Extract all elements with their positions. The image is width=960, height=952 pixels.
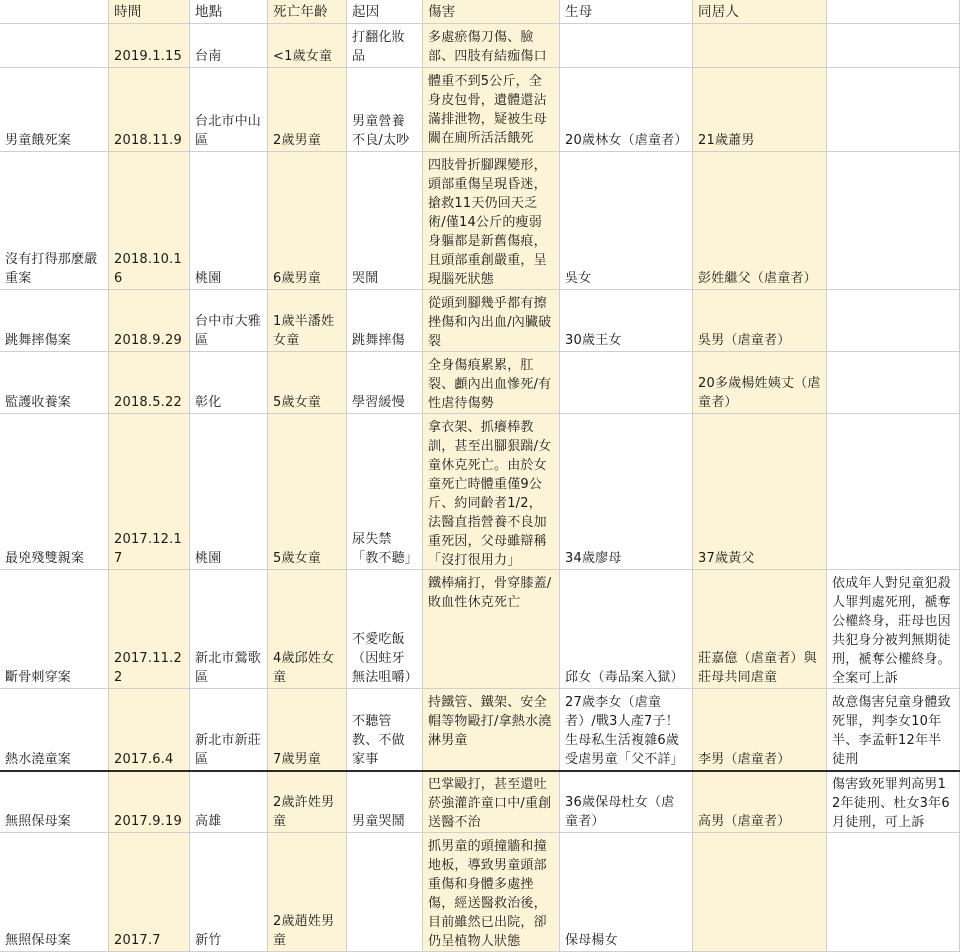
header-injury: 傷害 [423,0,560,24]
cell-cause: 不聽管教、不做家事 [347,689,423,771]
header-date: 時間 [109,0,190,24]
cell-birth-mother: 27歲李女（虐童者）/戰3人產7子！生母私生活複雜6歲受虐男童「父不詳」 [560,689,693,771]
cell-case-name: 跳舞摔傷案 [0,290,109,352]
cell-death-age: 7歲男童 [268,689,347,771]
cell-cohabitant: 莊嘉億（虐童者）與莊母共同虐童 [693,570,827,689]
cell-verdict [827,68,960,152]
cell-cause: 哭鬧 [347,152,423,290]
cell-death-age: 5歲女童 [268,414,347,570]
cell-location: 台北市中山區 [190,68,268,152]
cell-location: 桃園 [190,152,268,290]
cell-case-name: 監護收養案 [0,352,109,414]
cell-date: 2017.11.22 [109,570,190,689]
cell-case-name [0,24,109,68]
cell-location: 新竹 [190,833,268,952]
cell-cohabitant: 37歲黃父 [693,414,827,570]
cell-case-name: 最兇殘雙親案 [0,414,109,570]
cell-date: 2017.12.17 [109,414,190,570]
cell-death-age: 5歲女童 [268,352,347,414]
cell-cause: 男童哭鬧 [347,771,423,833]
cell-injury: 巴掌毆打，甚至還吐菸強灌許童口中/重創送醫不治 [423,771,560,833]
cell-location: 彰化 [190,352,268,414]
cell-location: 新北市鶯歌區 [190,570,268,689]
cell-date: 2018.9.29 [109,290,190,352]
cell-cause [347,833,423,952]
cell-injury: 多處瘀傷刀傷、臉部、四肢有結痂傷口 [423,24,560,68]
cell-verdict [827,290,960,352]
cell-injury: 從頭到腳幾乎都有擦挫傷和內出血/內臟破裂 [423,290,560,352]
cell-case-name: 無照保母案 [0,771,109,833]
cell-cause: 打翻化妝品 [347,24,423,68]
cell-birth-mother: 保母楊女 [560,833,693,952]
cell-date: 2017.6.4 [109,689,190,771]
cell-death-age: <1歲女童 [268,24,347,68]
header-death-age: 死亡年齡 [268,0,347,24]
cell-death-age: 2歲趙姓男童 [268,833,347,952]
header-cause: 起因 [347,0,423,24]
cell-injury: 鐵棒痛打，骨穿膝蓋/敗血性休克死亡 [423,570,560,689]
cell-birth-mother [560,352,693,414]
cell-injury: 抓男童的頭撞牆和撞地板，導致男童頭部重傷和身體多處挫傷，經送醫救治後，目前雖然已出院，卻仍呈植物人狀態 [423,833,560,952]
cell-location: 高雄 [190,771,268,833]
cell-date: 2019.1.15 [109,24,190,68]
cell-cohabitant: 彭姓繼父（虐童者） [693,152,827,290]
cell-birth-mother: 吳女 [560,152,693,290]
cell-cohabitant [693,833,827,952]
cell-date: 2017.7 [109,833,190,952]
cell-location: 桃園 [190,414,268,570]
cell-injury: 全身傷痕累累，肛裂、顱內出血慘死/有性虐待傷勢 [423,352,560,414]
cell-cohabitant: 高男（虐童者） [693,771,827,833]
cell-verdict [827,152,960,290]
cell-injury: 四肢骨折腳踝變形，頭部重傷呈現昏迷，搶救11天仍回天乏術/僅14公斤的瘦弱身軀都是新舊傷痕，且頭部重創嚴重，呈現腦死狀態 [423,152,560,290]
cell-verdict: 依成年人對兒童犯殺人罪判處死刑，褫奪公權終身，莊母也因共犯身分被判無期徒刑，褫奪公權終身。全案可上訴 [827,570,960,689]
cell-verdict [827,414,960,570]
cell-birth-mother: 邱女（毒品案入獄） [560,570,693,689]
cell-case-name: 男童餓死案 [0,68,109,152]
cell-cohabitant: 吳男（虐童者） [693,290,827,352]
cell-birth-mother: 36歲保母杜女（虐童者） [560,771,693,833]
cell-birth-mother: 20歲林女（虐童者） [560,68,693,152]
cell-cause: 不愛吃飯（因蛀牙無法咀嚼） [347,570,423,689]
header-birth-mother: 生母 [560,0,693,24]
cell-location: 新北市新莊區 [190,689,268,771]
cell-verdict [827,24,960,68]
cell-cohabitant [693,24,827,68]
header-cohabitant: 同居人 [693,0,827,24]
cell-case-name: 沒有打得那麼嚴重案 [0,152,109,290]
cell-location: 台南 [190,24,268,68]
header-location: 地點 [190,0,268,24]
cell-cause: 跳舞摔傷 [347,290,423,352]
cell-case-name: 無照保母案 [0,833,109,952]
cell-death-age: 2歲許姓男童 [268,771,347,833]
cell-date: 2018.11.9 [109,68,190,152]
cell-cohabitant: 20多歲楊姓姨丈（虐童者） [693,352,827,414]
cell-birth-mother: 30歲王女 [560,290,693,352]
cell-death-age: 6歲男童 [268,152,347,290]
cell-verdict: 故意傷害兒童身體致死罪，判李女10年半、李孟軒12年半徒刑 [827,689,960,771]
cell-date: 2018.5.22 [109,352,190,414]
group-divider [0,770,960,772]
cell-cohabitant: 21歲蕭男 [693,68,827,152]
cell-cohabitant: 李男（虐童者） [693,689,827,771]
cell-date: 2017.9.19 [109,771,190,833]
cell-verdict: 傷害致死罪判高男12年徒刑、杜女3年6月徒刑，可上訴 [827,771,960,833]
cell-case-name: 熱水澆童案 [0,689,109,771]
cell-date: 2018.10.16 [109,152,190,290]
cell-injury: 體重不到5公斤，全身皮包骨，遺體還沾滿排泄物，疑被生母關在廁所活活餓死 [423,68,560,152]
cell-verdict [827,352,960,414]
cell-cause: 學習緩慢 [347,352,423,414]
cell-cause: 尿失禁「教不聽」 [347,414,423,570]
cell-location: 台中市大雅區 [190,290,268,352]
cell-verdict [827,833,960,952]
header-case-name [0,0,109,24]
header-verdict [827,0,960,24]
cell-case-name: 斷骨刺穿案 [0,570,109,689]
cell-injury: 拿衣架、抓癢棒教訓，甚至出腳狠踹/女童休克死亡。由於女童死亡時體重僅9公斤、約同齡者1/2，法醫直指營養不良加重死因，父母雖辯稱「沒打很用力」 [423,414,560,570]
cell-death-age: 1歲半潘姓女童 [268,290,347,352]
cell-birth-mother: 34歲廖母 [560,414,693,570]
cell-death-age: 4歲邱姓女童 [268,570,347,689]
cell-birth-mother [560,24,693,68]
cell-injury: 持鐵管、鐵架、安全帽等物毆打/拿熱水澆淋男童 [423,689,560,771]
cell-cause: 男童營養不良/太吵 [347,68,423,152]
cell-death-age: 2歲男童 [268,68,347,152]
